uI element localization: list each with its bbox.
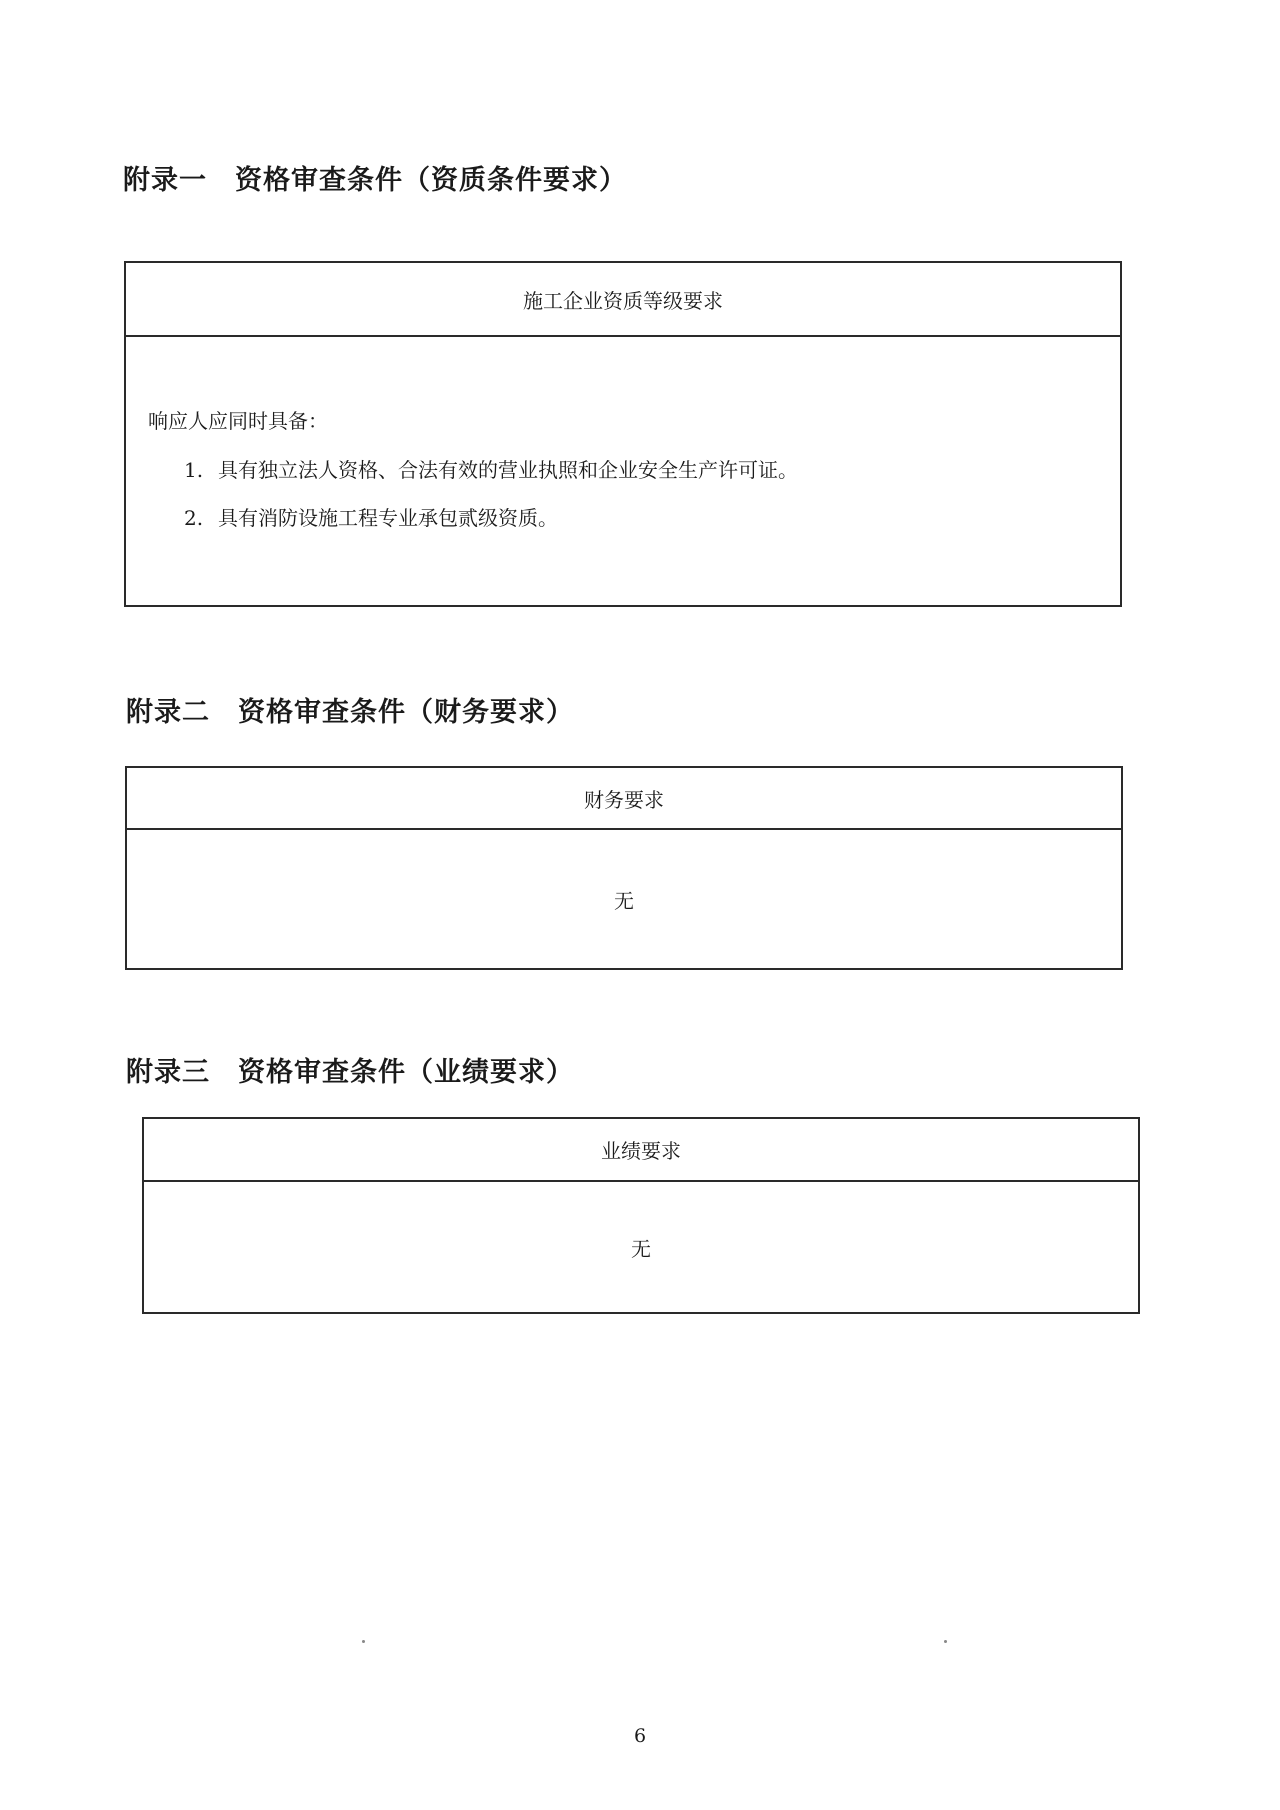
list-item-text: 具有独立法人资格、合法有效的营业执照和企业安全生产许可证。: [218, 458, 798, 482]
page-number: 6: [633, 1725, 647, 1747]
appendix3-table: [142, 1117, 1140, 1314]
list-item: [184, 502, 558, 531]
appendix1-table-body: [126, 337, 1120, 605]
appendix2-table: [125, 766, 1123, 970]
appendix1-table: [124, 261, 1122, 607]
list-item: [184, 454, 798, 483]
appendix3-title: [126, 1050, 574, 1089]
appendix1-table-header: 施工企业资质等级要求: [126, 263, 1120, 337]
appendix2-table-header: 财务要求: [127, 768, 1121, 830]
appendix2-title-text: 资格审查条件（财务要求）: [238, 697, 574, 728]
appendix3-table-body: 无: [631, 1236, 651, 1261]
appendix1-intro: 响应人应同时具备：: [148, 409, 328, 433]
appendix2-title: [126, 690, 574, 729]
appendix2-table-body: 无: [614, 888, 634, 913]
list-item-number: 2.: [184, 506, 204, 530]
appendix2-number: 附录二: [126, 697, 210, 728]
appendix3-table-header: 业绩要求: [144, 1119, 1138, 1182]
list-item-number: 1.: [184, 458, 204, 482]
appendix1-number: 附录一: [123, 165, 207, 196]
appendix3-title-text: 资格审查条件（业绩要求）: [238, 1057, 574, 1088]
appendix1-title-text: 资格审查条件（资质条件要求）: [235, 165, 627, 196]
appendix1-title: [123, 158, 627, 197]
scan-speck: [944, 1640, 947, 1643]
appendix3-number: 附录三: [126, 1057, 210, 1088]
scan-speck: [362, 1640, 365, 1643]
list-item-text: 具有消防设施工程专业承包贰级资质。: [218, 506, 558, 530]
